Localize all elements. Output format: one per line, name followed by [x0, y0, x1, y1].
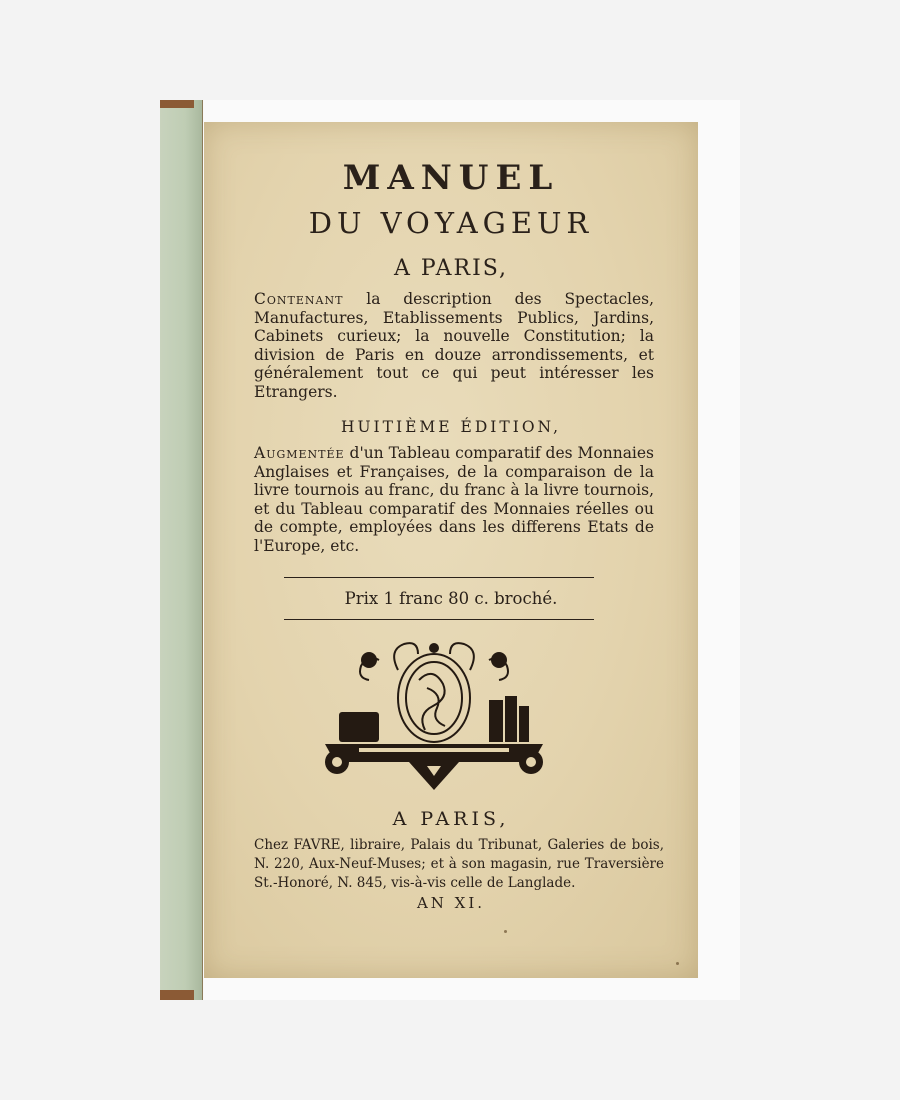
spine-top — [160, 100, 194, 108]
printers-ornament-vignette — [319, 640, 549, 792]
book — [160, 100, 700, 1000]
contents-body: la description des Spectacles, Manufactures, Etablissements Publics, Jardins, Cabinets curieux; la nouvelle Constitution; la division de Paris en douze arrondissements, et généralement tout ce qui peut intéresser les Etrangers. — [254, 290, 654, 401]
imprint-publisher: Chez FAVRE, libraire, Palais du Tribunat, Galeries de bois, N. 220, Aux-Neuf-Muses; et à son magasin, rue Traversière St.-Honoré, N. 845, vis-à-vis celle de Langlade. — [254, 837, 664, 891]
title-du-voyageur: DU VOYAGEUR — [308, 206, 594, 240]
contents-lead: Contenant — [254, 290, 344, 308]
edition-label: HUITIÈME ÉDITION, — [340, 418, 562, 436]
spine-bottom — [160, 990, 194, 1000]
title-a-paris: A PARIS, — [393, 256, 509, 281]
contents-paragraph — [254, 290, 654, 401]
rule-upper — [284, 577, 594, 578]
title-manuel: MANUEL — [342, 158, 560, 198]
augment-lead: Augmentée — [254, 444, 345, 462]
imprint-place: A PARIS, — [392, 808, 510, 830]
price-line: Prix 1 franc 80 c. broché. — [344, 589, 558, 608]
title-page — [204, 122, 698, 978]
paper-speck — [504, 930, 507, 933]
imprint-year: AN XI. — [416, 894, 486, 912]
rule-lower — [284, 619, 594, 620]
book-cover-edge — [160, 100, 203, 1000]
augment-paragraph — [254, 444, 654, 555]
paper-speck — [676, 962, 679, 965]
augment-body: d'un Tableau comparatif des Monnaies Anglaises et Françaises, de la comparaison de la livre tournois au franc, du franc à la livre tournois, et du Tableau comparatif des Monnaies réelles ou de compte, employées dans les differens Etats de l'Europe, etc. — [254, 444, 655, 555]
